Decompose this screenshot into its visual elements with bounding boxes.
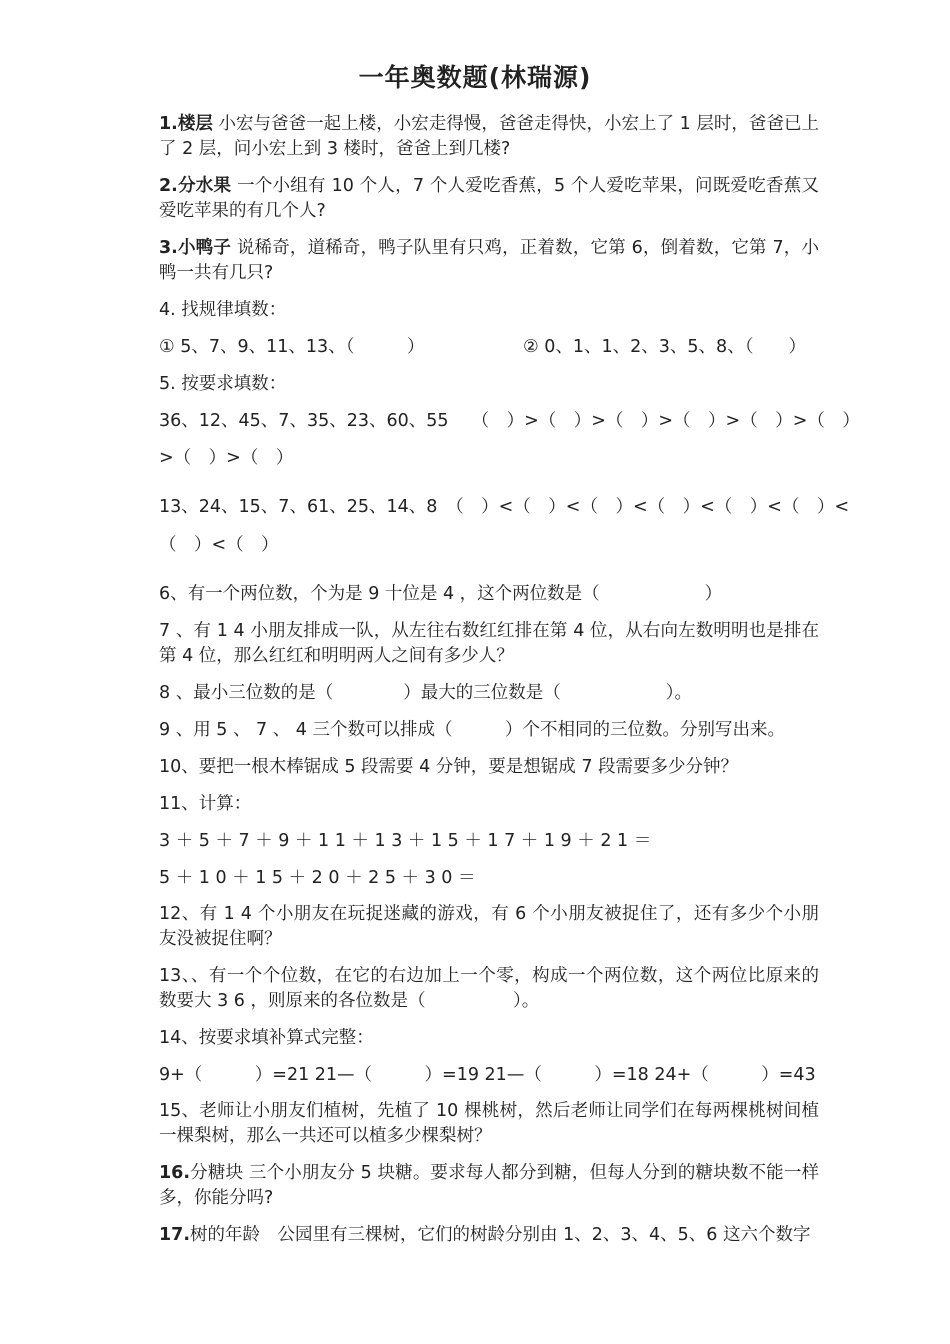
page-title: 一年奥数题(林瑞源) [358,63,592,92]
question-1-label: 1.楼层 [159,114,213,134]
question-2 [159,174,819,224]
question-16-text: 分糖块 三个小朋友分 5 块糖。要求每人都分到糖，但每人分到的糖块数不能一样多，你能分吗? [159,1163,819,1208]
question-5-line-2b: （ ）<（ ） [159,535,279,555]
question-11-line-2: 5 ＋ 1 0 ＋ 1 5 ＋ 2 0 ＋ 2 5 ＋ 3 0 ＝ [159,868,476,888]
question-4: 4. 找规律填数： [159,300,287,320]
question-9: 9 、用 5 、 7 、 4 三个数可以排成（ ）个不相同的三位数。分别写出来。 [159,720,785,740]
question-13: 13、、有一个个位数，在它的右边加上一个零，构成一个两位数，这个两位比原来的数要大 3 6 ，则原来的各位数是（ ）。 [159,966,819,1011]
question-11: 11、计算： [159,794,252,814]
question-3 [159,236,819,286]
question-1 [159,112,819,162]
question-8: 8 、最小三位数的是（ ）最大的三位数是（ ）。 [159,683,692,703]
question-14-equations: 9+（ ）=21 21—（ ）=19 21—（ ）=18 24+（ ）=43 [159,1065,816,1085]
question-3-text: 说稀奇，道稀奇，鸭子队里有只鸡，正着数，它第 6，倒着数，它第 7，小鸭一共有几只? [159,238,819,283]
question-4-sequence-b: ② 0、1、1、2、3、5、8、（ ） [523,337,806,357]
question-4-sequence-a: ① 5、7、9、11、13、（ ） [159,337,425,357]
question-5-line-1b: >（ ）>（ ） [159,448,294,468]
question-5-line-2a: 13、24、15、7、61、25、14、8 （ ）<（ ）<（ ）<（ ）<（ ）<（ ）< [159,497,850,517]
question-12: 12、有 1 4 个小朋友在玩捉迷藏的游戏，有 6 个小朋友被捉住了，还有多少个小朋友没被捉住啊？ [159,904,819,949]
question-2-label: 2.分水果 [159,176,232,196]
question-17 [159,1223,819,1248]
question-2-text: 一个小组有 10 个人，7 个人爱吃香蕉，5 个人爱吃苹果，问既爱吃香蕉又爱吃苹果的有几个人? [159,176,819,221]
question-17-label: 17. [159,1225,191,1245]
question-17-text: 树的年龄 公园里有三棵树，它们的树龄分别由 1、2、3、4、5、6 这六个数字 [190,1225,811,1245]
question-7: 7 、有 1 4 小朋友排成一队，从左往右数红红排在第 4 位，从右向左数明明也是排在第 4 位，那么红红和明明两人之间有多少人？ [159,621,819,666]
question-16 [159,1161,819,1211]
question-15: 15、老师让小朋友们植树，先植了 10 棵桃树，然后老师让同学们在每两棵桃树间植一棵梨树，那么一共还可以植多少棵梨树？ [159,1101,819,1146]
question-10: 10、要把一根木棒锯成 5 段需要 4 分钟，要是想锯成 7 段需要多少分钟？ [159,757,739,777]
question-3-label: 3.小鸭子 [159,238,232,258]
question-5-line-1a: 36、12、45、7、35、23、60、55 （ ）>（ ）>（ ）>（ ）>（ ）>（ ） [159,411,860,431]
question-11-line-1: 3 ＋ 5 ＋ 7 ＋ 9 ＋ 1 1 ＋ 1 3 ＋ 1 5 ＋ 1 7 ＋ 1 9 ＋ 2 1 ＝ [159,831,652,851]
question-6: 6、有一个两位数，个为是 9 十位是 4 ，这个两位数是（ ） [159,584,723,604]
question-16-label: 16. [159,1163,191,1183]
question-14: 14、按要求填补算式完整： [159,1028,374,1048]
question-1-text: 小宏与爸爸一起上楼，小宏走得慢，爸爸走得快，小宏上了 1 层时，爸爸已上了 2 层，问小宏上到 3 楼时，爸爸上到几楼? [159,114,820,159]
question-5: 5. 按要求填数： [159,374,287,394]
